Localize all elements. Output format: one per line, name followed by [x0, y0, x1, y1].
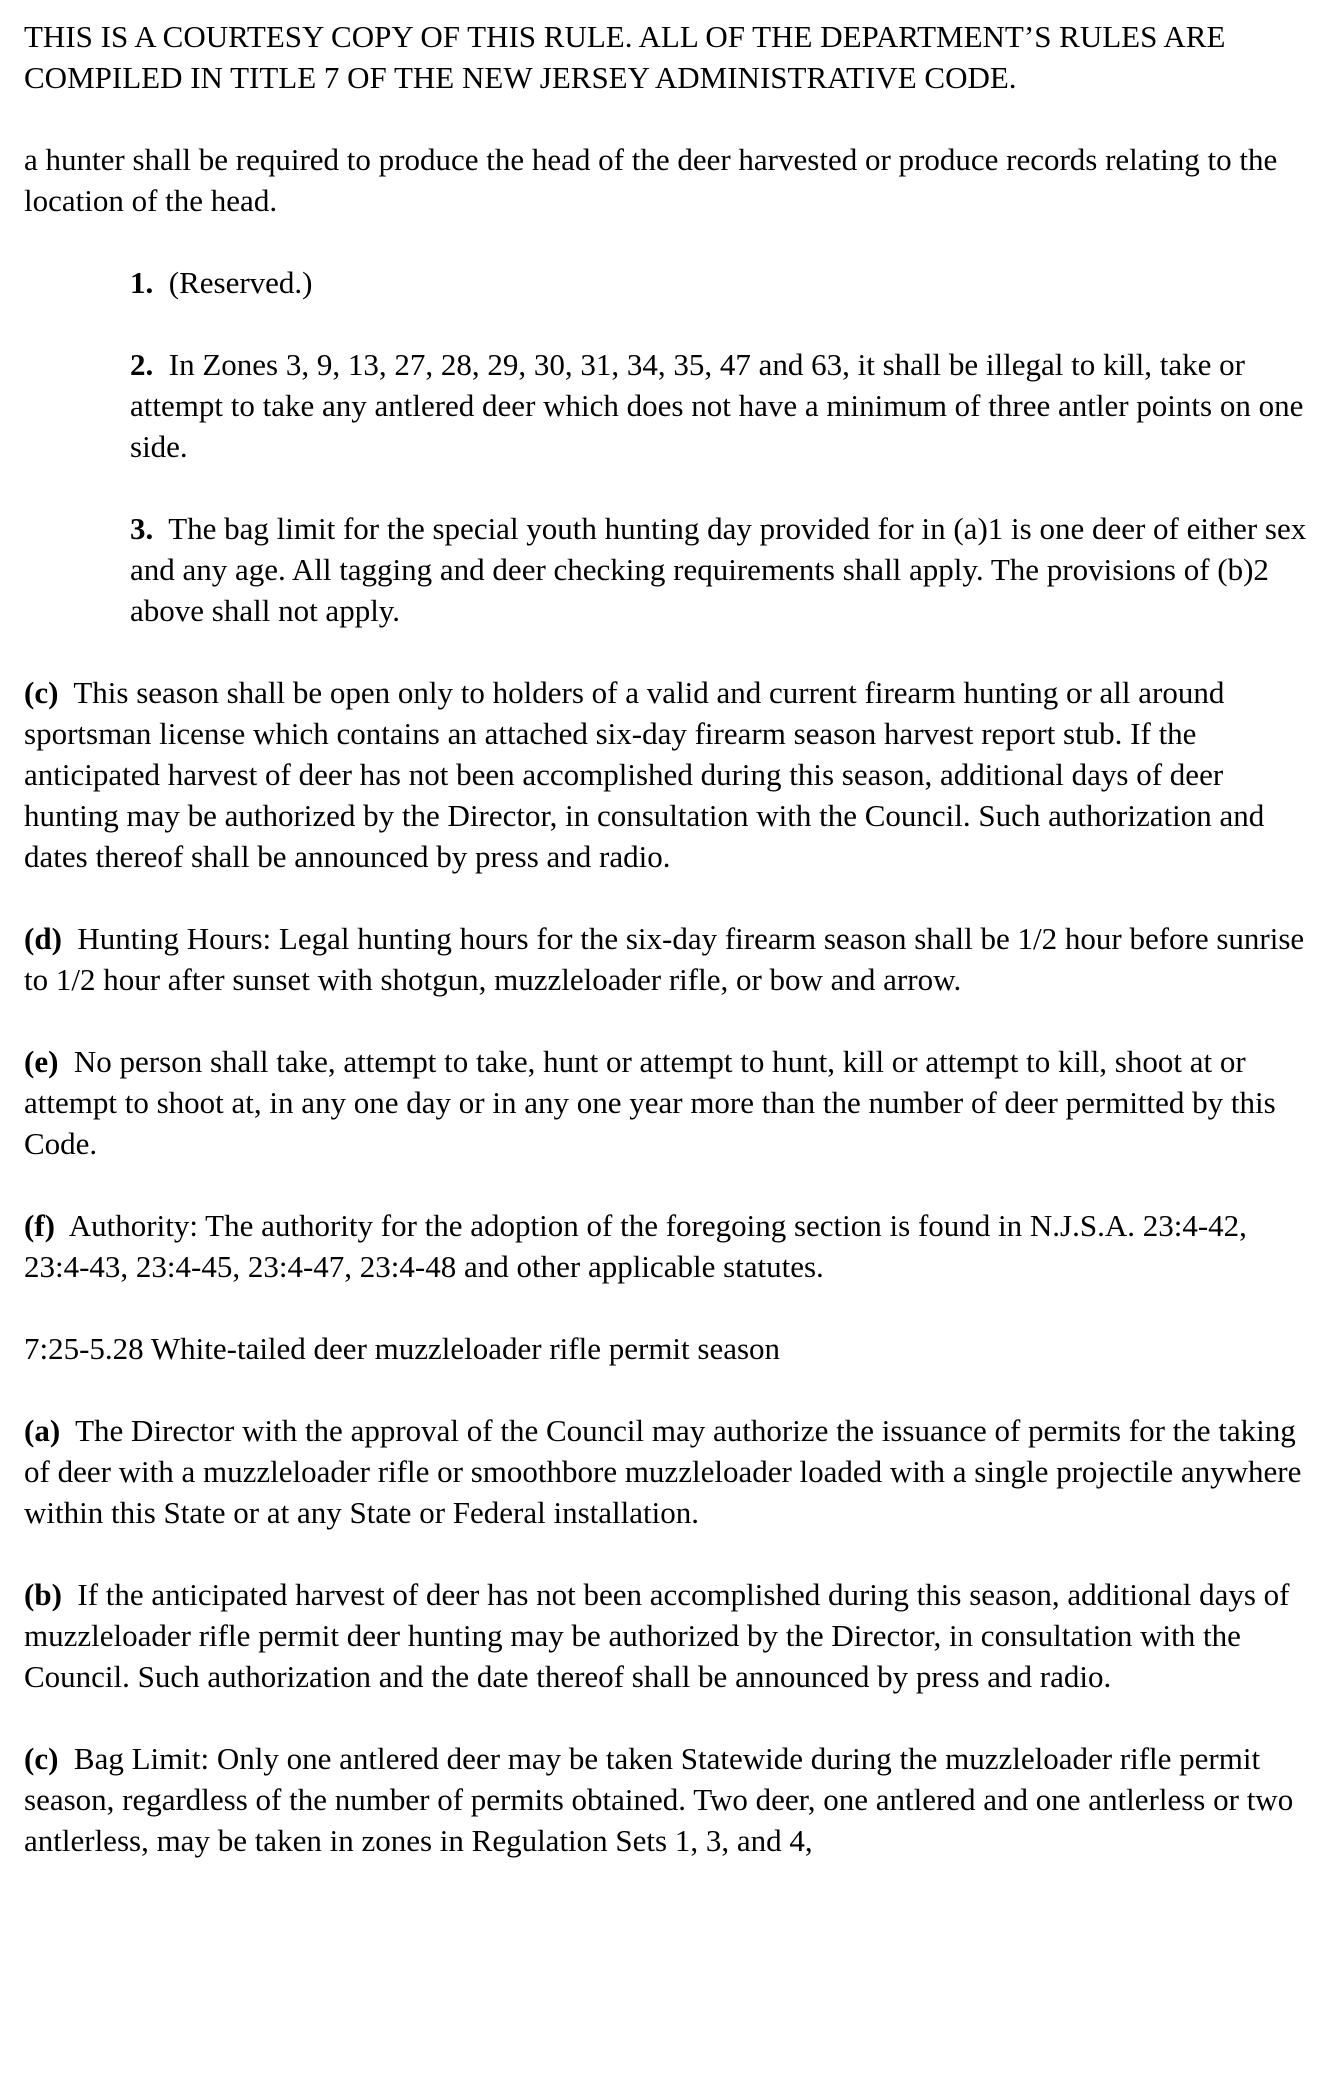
section-label: (c)	[24, 1741, 59, 1776]
section-text: Bag Limit: Only one antlered deer may be taken Statewide during the muzzleloader rifle permit season, regardless of the number of permits obtained. Two deer, one antlered and one antlerless or two antlerless, may be taken in zones in Regulation Sets 1, 3, and 4,	[24, 1741, 1294, 1858]
item-text: In Zones 3, 9, 13, 27, 28, 29, 30, 31, 34, 35, 47 and 63, it shall be illegal to kill, take or attempt to take any antlered deer which does not have a minimum of three antler points on one side.	[130, 347, 1304, 464]
continuation-paragraph: a hunter shall be required to produce the head of the deer harvested or produce records relating to the location of the head.	[24, 142, 1278, 218]
section-label: (d)	[24, 921, 62, 956]
section-label: (e)	[24, 1044, 59, 1079]
section-heading: 7:25-5.28 White-tailed deer muzzleloader rifle permit season	[24, 1331, 781, 1366]
section-e	[24, 1041, 1314, 1164]
section-text: The Director with the approval of the Council may authorize the issuance of permits for the taking of deer with a muzzleloader rifle or smoothbore muzzleloader loaded with a single projectile anywhere within this State or at any State or Federal installation.	[24, 1413, 1302, 1530]
section-text: No person shall take, attempt to take, hunt or attempt to hunt, kill or attempt to kill, shoot at or attempt to shoot at, in any one day or in any one year more than the number of deer permitted by this Code.	[24, 1044, 1276, 1161]
section-label: (a)	[24, 1413, 61, 1448]
item-label: 1.	[130, 265, 154, 300]
item-text: (Reserved.)	[168, 265, 313, 300]
section2-c	[24, 1738, 1314, 1861]
item-2	[130, 344, 1314, 467]
item-label: 3.	[130, 511, 154, 546]
section2-a	[24, 1410, 1314, 1533]
item-label: 2.	[130, 347, 154, 382]
document-page	[24, 16, 1314, 1902]
section-f	[24, 1205, 1314, 1287]
section-label: (f)	[24, 1208, 55, 1243]
courtesy-notice: THIS IS A COURTESY COPY OF THIS RULE. ALL OF THE DEPARTMENT’S RULES ARE COMPILED IN TITLE 7 OF THE NEW JERSEY ADMINISTRATIVE CODE.	[24, 19, 1226, 95]
section-text: This season shall be open only to holders of a valid and current firearm hunting or all around sportsman license which contains an attached six-day firearm season harvest report stub. If the anticipated harvest of deer has not been accomplished during this season, additional days of deer hunting may be authorized by the Director, in consultation with the Council. Such authorization and dates thereof shall be announced by press and radio.	[24, 675, 1265, 874]
section-c	[24, 672, 1314, 877]
section-text: If the anticipated harvest of deer has not been accomplished during this season, additional days of muzzleloader rifle permit deer hunting may be authorized by the Director, in consultation with the Council. Such authorization and the date thereof shall be announced by press and radio.	[24, 1577, 1290, 1694]
section-d	[24, 918, 1314, 1000]
section-label: (c)	[24, 675, 59, 710]
section2-b	[24, 1574, 1314, 1697]
item-1	[130, 262, 1314, 303]
section-text: Authority: The authority for the adoption of the foregoing section is found in N.J.S.A. 23:4-42, 23:4-43, 23:4-45, 23:4-47, 23:4-48 and other applicable statutes.	[24, 1208, 1247, 1284]
item-3	[130, 508, 1314, 631]
section-text: Hunting Hours: Legal hunting hours for the six-day firearm season shall be 1/2 hour before sunrise to 1/2 hour after sunset with shotgun, muzzleloader rifle, or bow and arrow.	[24, 921, 1305, 997]
item-text: The bag limit for the special youth hunting day provided for in (a)1 is one deer of either sex and any age. All tagging and deer checking requirements shall apply. The provisions of (b)2 above shall not apply.	[130, 511, 1307, 628]
section-label: (b)	[24, 1577, 62, 1612]
